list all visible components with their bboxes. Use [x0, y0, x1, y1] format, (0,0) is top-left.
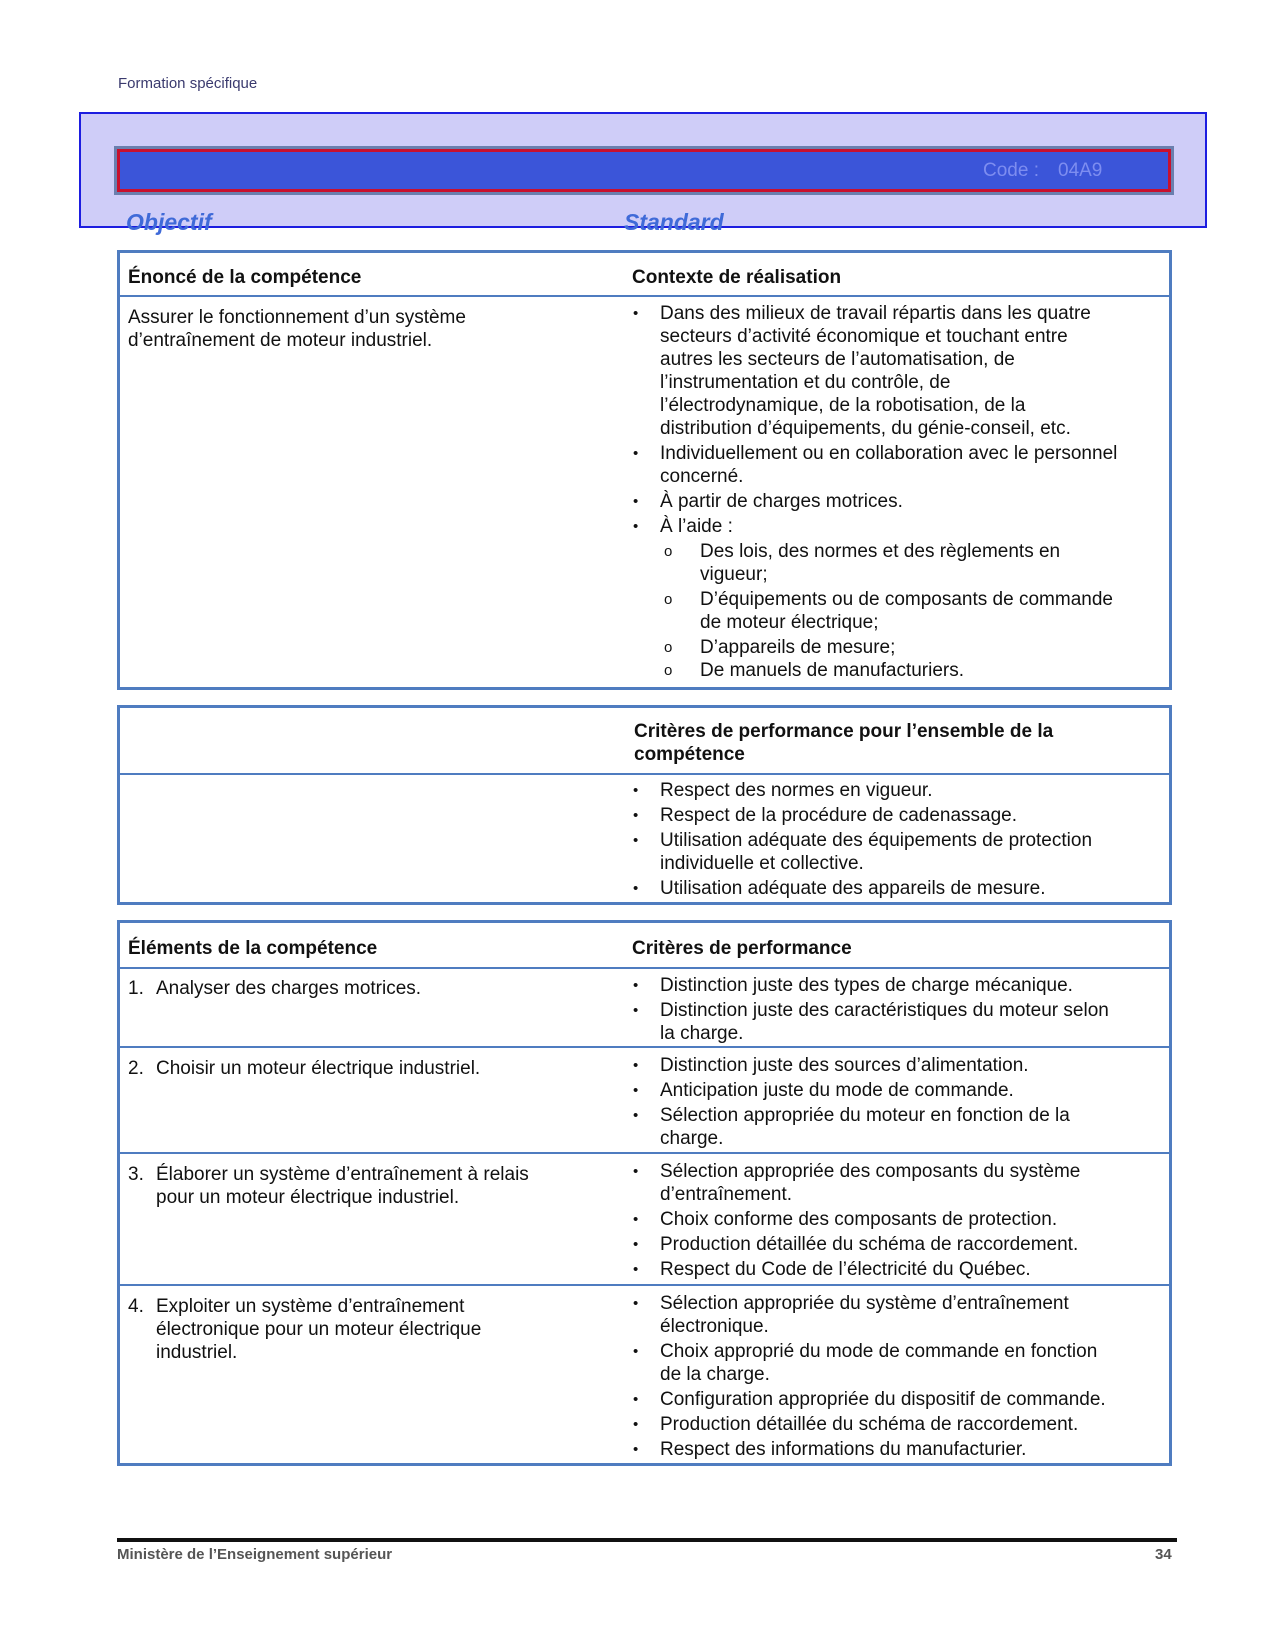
criterion-text: d’entraînement. — [660, 1184, 793, 1205]
element-label: Choisir un moteur électrique industriel. — [156, 1058, 481, 1079]
bullet-dot-icon: • — [633, 493, 639, 510]
elements-header: Éléments de la compétence — [128, 938, 378, 959]
criterion-text: Production détaillée du schéma de raccordement. — [660, 1414, 1079, 1435]
criterion-text: Sélection appropriée du moteur en fonction de la — [660, 1105, 1070, 1126]
sub-item-text: De manuels de manufacturiers. — [700, 660, 965, 681]
criterion-text: Production détaillée du schéma de raccordement. — [660, 1234, 1079, 1255]
bullet-dot-icon: • — [633, 1002, 639, 1019]
code-label: Code : — [983, 160, 1039, 181]
criterion-text: Sélection appropriée des composants du système — [660, 1161, 1081, 1182]
bullet-dot-icon: • — [633, 445, 639, 462]
performance-criteria-header: Critères de performance — [632, 938, 852, 959]
competence-statement-line: d’entraînement de moteur industriel. — [128, 330, 433, 351]
bullet-dot-icon: • — [633, 305, 639, 322]
element-number: 1. — [128, 978, 144, 999]
competence-statement-line: Assurer le fonctionnement d’un système — [128, 307, 466, 328]
bullet-dot-icon: • — [633, 1295, 639, 1312]
bullet-dot-icon: • — [633, 1261, 639, 1278]
hollow-circle-icon: o — [664, 662, 673, 679]
bullet-dot-icon: • — [633, 807, 639, 824]
criterion-text: Choix approprié du mode de commande en fonction — [660, 1341, 1098, 1362]
row-divider — [117, 1284, 1172, 1286]
overall-criteria-header: Critères de performance pour l’ensemble de la — [634, 721, 1054, 742]
element-number: 2. — [128, 1058, 144, 1079]
table-divider — [117, 967, 1172, 969]
element-label: électronique pour un moteur électrique — [156, 1319, 482, 1340]
criterion-text: Individuellement ou en collaboration avec le personnel — [660, 443, 1118, 464]
criterion-text: Sélection appropriée du système d’entraînement — [660, 1293, 1069, 1314]
criterion-text: Choix conforme des composants de protection. — [660, 1209, 1058, 1230]
footer-ministry: Ministère de l’Enseignement supérieur — [117, 1546, 393, 1563]
competence-statement-header: Énoncé de la compétence — [128, 267, 362, 288]
criterion-text: À partir de charges motrices. — [660, 491, 903, 512]
criterion-text: l’instrumentation et du contrôle, de — [660, 372, 951, 393]
running-title: Formation spécifique — [118, 75, 258, 92]
sub-item-text: D’appareils de mesure; — [700, 637, 896, 658]
bullet-dot-icon: • — [633, 1441, 639, 1458]
sub-item-text: de moteur électrique; — [700, 612, 879, 633]
bullet-dot-icon: • — [633, 1057, 639, 1074]
criterion-text: de la charge. — [660, 1364, 770, 1385]
element-number: 3. — [128, 1164, 144, 1185]
criterion-text: la charge. — [660, 1023, 744, 1044]
criterion-text: Distinction juste des sources d’alimentation. — [660, 1055, 1029, 1076]
table-divider — [117, 295, 1172, 297]
overall-criteria-header: compétence — [634, 744, 745, 765]
criterion-text: Anticipation juste du mode de commande. — [660, 1080, 1014, 1101]
bullet-dot-icon: • — [633, 1343, 639, 1360]
bullet-dot-icon: • — [633, 880, 639, 897]
element-label: pour un moteur électrique industriel. — [156, 1187, 460, 1208]
element-number: 4. — [128, 1296, 144, 1317]
bullet-dot-icon: • — [633, 518, 639, 535]
criterion-text: Respect des informations du manufacturier. — [660, 1439, 1027, 1460]
bullet-dot-icon: • — [633, 1236, 639, 1253]
sub-item-text: D’équipements ou de composants de commande — [700, 589, 1113, 610]
standard-heading: Standard — [624, 209, 724, 235]
bullet-dot-icon: • — [633, 1391, 639, 1408]
bullet-dot-icon: • — [633, 977, 639, 994]
criterion-text: distribution d’équipements, du génie-conseil, etc. — [660, 418, 1071, 439]
criterion-text: secteurs d’activité économique et touchant entre — [660, 326, 1068, 347]
row-divider — [117, 1046, 1172, 1048]
criterion-text: l’électrodynamique, de la robotisation, de la — [660, 395, 1026, 416]
bullet-dot-icon: • — [633, 1082, 639, 1099]
element-label: industriel. — [156, 1342, 238, 1363]
criterion-text: électronique. — [660, 1316, 769, 1337]
sub-item-text: vigueur; — [700, 564, 768, 585]
bullet-dot-icon: • — [633, 1107, 639, 1124]
criterion-text: concerné. — [660, 466, 744, 487]
criterion-text: Distinction juste des caractéristiques du moteur selon — [660, 1000, 1109, 1021]
element-label: Exploiter un système d’entraînement — [156, 1296, 465, 1317]
row-divider — [117, 1152, 1172, 1154]
context-header: Contexte de réalisation — [632, 267, 842, 288]
criterion-text: Dans des milieux de travail répartis dans les quatre — [660, 303, 1091, 324]
criterion-text: Distinction juste des types de charge mécanique. — [660, 975, 1073, 996]
bullet-dot-icon: • — [633, 1163, 639, 1180]
criterion-text: Utilisation adéquate des équipements de protection — [660, 830, 1093, 851]
page-number: 34 — [1155, 1546, 1172, 1563]
hollow-circle-icon: o — [664, 639, 673, 656]
hollow-circle-icon: o — [664, 543, 673, 560]
hollow-circle-icon: o — [664, 591, 673, 608]
element-label: Élaborer un système d’entraînement à relais — [156, 1164, 529, 1185]
code-value: 04A9 — [1058, 160, 1103, 181]
criterion-text: Respect du Code de l’électricité du Québec. — [660, 1259, 1031, 1280]
bullet-dot-icon: • — [633, 782, 639, 799]
criterion-text: Respect des normes en vigueur. — [660, 780, 933, 801]
criterion-text: individuelle et collective. — [660, 853, 864, 874]
sub-item-text: Des lois, des normes et des règlements en — [700, 541, 1061, 562]
criterion-text: Configuration appropriée du dispositif de commande. — [660, 1389, 1106, 1410]
criterion-text: autres les secteurs de l’automatisation, de — [660, 349, 1015, 370]
criterion-text: charge. — [660, 1128, 724, 1149]
bullet-dot-icon: • — [633, 1416, 639, 1433]
bullet-dot-icon: • — [633, 832, 639, 849]
criterion-text: À l’aide : — [660, 516, 733, 537]
bullet-dot-icon: • — [633, 1211, 639, 1228]
table-divider — [117, 773, 1172, 775]
criterion-text: Utilisation adéquate des appareils de mesure. — [660, 878, 1046, 899]
criterion-text: Respect de la procédure de cadenassage. — [660, 805, 1018, 826]
element-label: Analyser des charges motrices. — [156, 978, 422, 999]
objectif-heading: Objectif — [126, 209, 212, 235]
footer-rule — [117, 1538, 1177, 1542]
